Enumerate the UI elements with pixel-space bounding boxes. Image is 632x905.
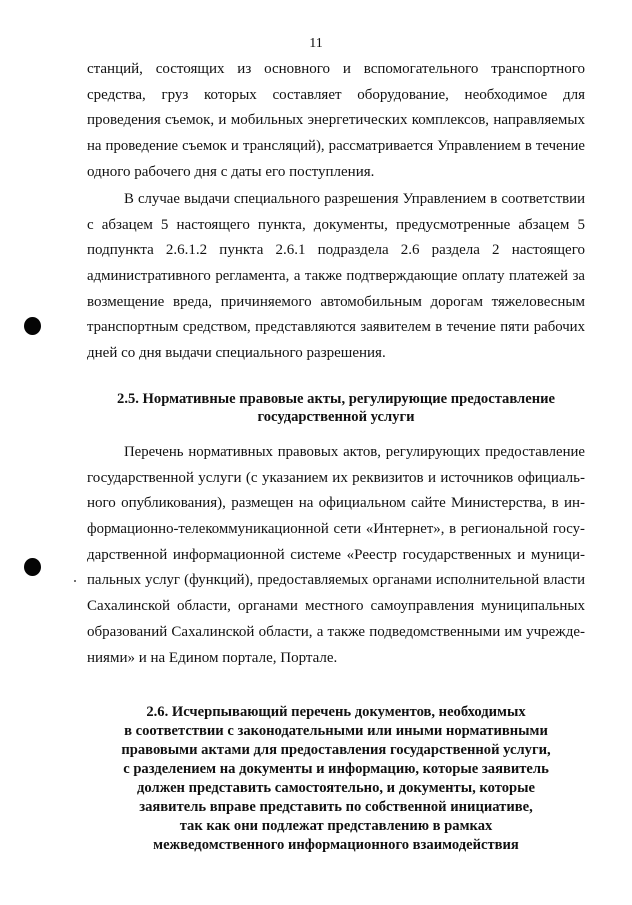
text-line: дарственной информационной системе «Реестр государственных и муници- bbox=[87, 546, 585, 563]
binder-hole-bottom bbox=[24, 558, 41, 576]
text-line: Перечень нормативных правовых актов, регулирующих предоставление bbox=[124, 444, 585, 460]
text-line: государственной услуги (с указанием их реквизитов и источников официаль- bbox=[87, 469, 585, 486]
heading-line: должен представить самостоятельно, и документы, которые bbox=[137, 780, 535, 796]
section-heading-2-6 bbox=[60, 703, 612, 855]
heading-line: 2.5. Нормативные правовые акты, регулирующие предоставление bbox=[117, 391, 555, 407]
text-line: ного опубликования), размещен на официальном сайте Министерства, в ин- bbox=[87, 495, 585, 512]
paragraph-continuation bbox=[87, 57, 585, 185]
heading-line: государственной услуги bbox=[257, 408, 415, 425]
text-line: формационно-телекоммуникационной сети «Интернет», в региональной госу- bbox=[87, 521, 585, 538]
paragraph-legal-acts bbox=[87, 440, 585, 671]
text-line: на проведение съемок и трансляций), рассматривается Управлением в течение bbox=[87, 138, 585, 155]
text-line: административного регламента, а также подтверждающие оплату платежей за bbox=[87, 268, 585, 285]
paragraph-special-permit bbox=[87, 187, 585, 367]
text-line: пальных услуг (функций), предоставляемых органами исполнительной власти bbox=[87, 572, 585, 589]
heading-line: межведомственного информационного взаимодействия bbox=[153, 837, 519, 853]
heading-line: правовыми актами для предоставления государственной услуги, bbox=[121, 742, 551, 758]
section-heading-2-5 bbox=[60, 391, 612, 426]
text-line: проведения съемок, и мобильных энергетических комплексов, направляемых bbox=[87, 112, 585, 129]
heading-line: заявитель вправе представить по собственной инициативе, bbox=[139, 799, 533, 815]
page-number: 11 bbox=[309, 36, 323, 51]
text-line: средства, груз которых составляет оборудование, необходимое для bbox=[87, 86, 585, 103]
text-line: с абзацем 5 настоящего пункта, документы, предусмотренные абзацем 5 bbox=[87, 216, 585, 233]
text-line: подпункта 2.6.1.2 пункта 2.6.1 подраздела 2.6 раздела 2 настоящего bbox=[87, 242, 585, 259]
text-line: возмещение вреда, причиняемого автомобильным дорогам тяжеловесным bbox=[87, 293, 585, 310]
binder-hole-top bbox=[24, 317, 41, 335]
text-line: В случае выдачи специального разрешения Управлением в соответствии bbox=[124, 191, 585, 207]
text-line: одного рабочего дня с даты его поступления. bbox=[87, 163, 375, 180]
text-line: транспортным средством, представляются заявителем в течение пяти рабочих bbox=[87, 319, 585, 336]
text-line: Сахалинской области, органами местного самоуправления муниципальных bbox=[87, 598, 585, 615]
text-line: станций, состоящих из основного и вспомогательного транспортного bbox=[87, 61, 585, 77]
scan-speck bbox=[74, 580, 76, 582]
text-line: образований Сахалинской области, а также подведомственными им учрежде- bbox=[87, 623, 585, 640]
heading-line: в соответствии с законодательными или иными нормативными bbox=[124, 723, 548, 739]
heading-line: 2.6. Исчерпывающий перечень документов, необходимых bbox=[146, 704, 526, 720]
heading-line: так как они подлежат представлению в рамках bbox=[179, 818, 493, 834]
text-line: ниями» и на Едином портале, Портале. bbox=[87, 649, 338, 666]
text-line: дней со дня выдачи специального разрешения. bbox=[87, 345, 386, 362]
heading-line: с разделением на документы и информацию, которые заявитель bbox=[123, 761, 549, 777]
